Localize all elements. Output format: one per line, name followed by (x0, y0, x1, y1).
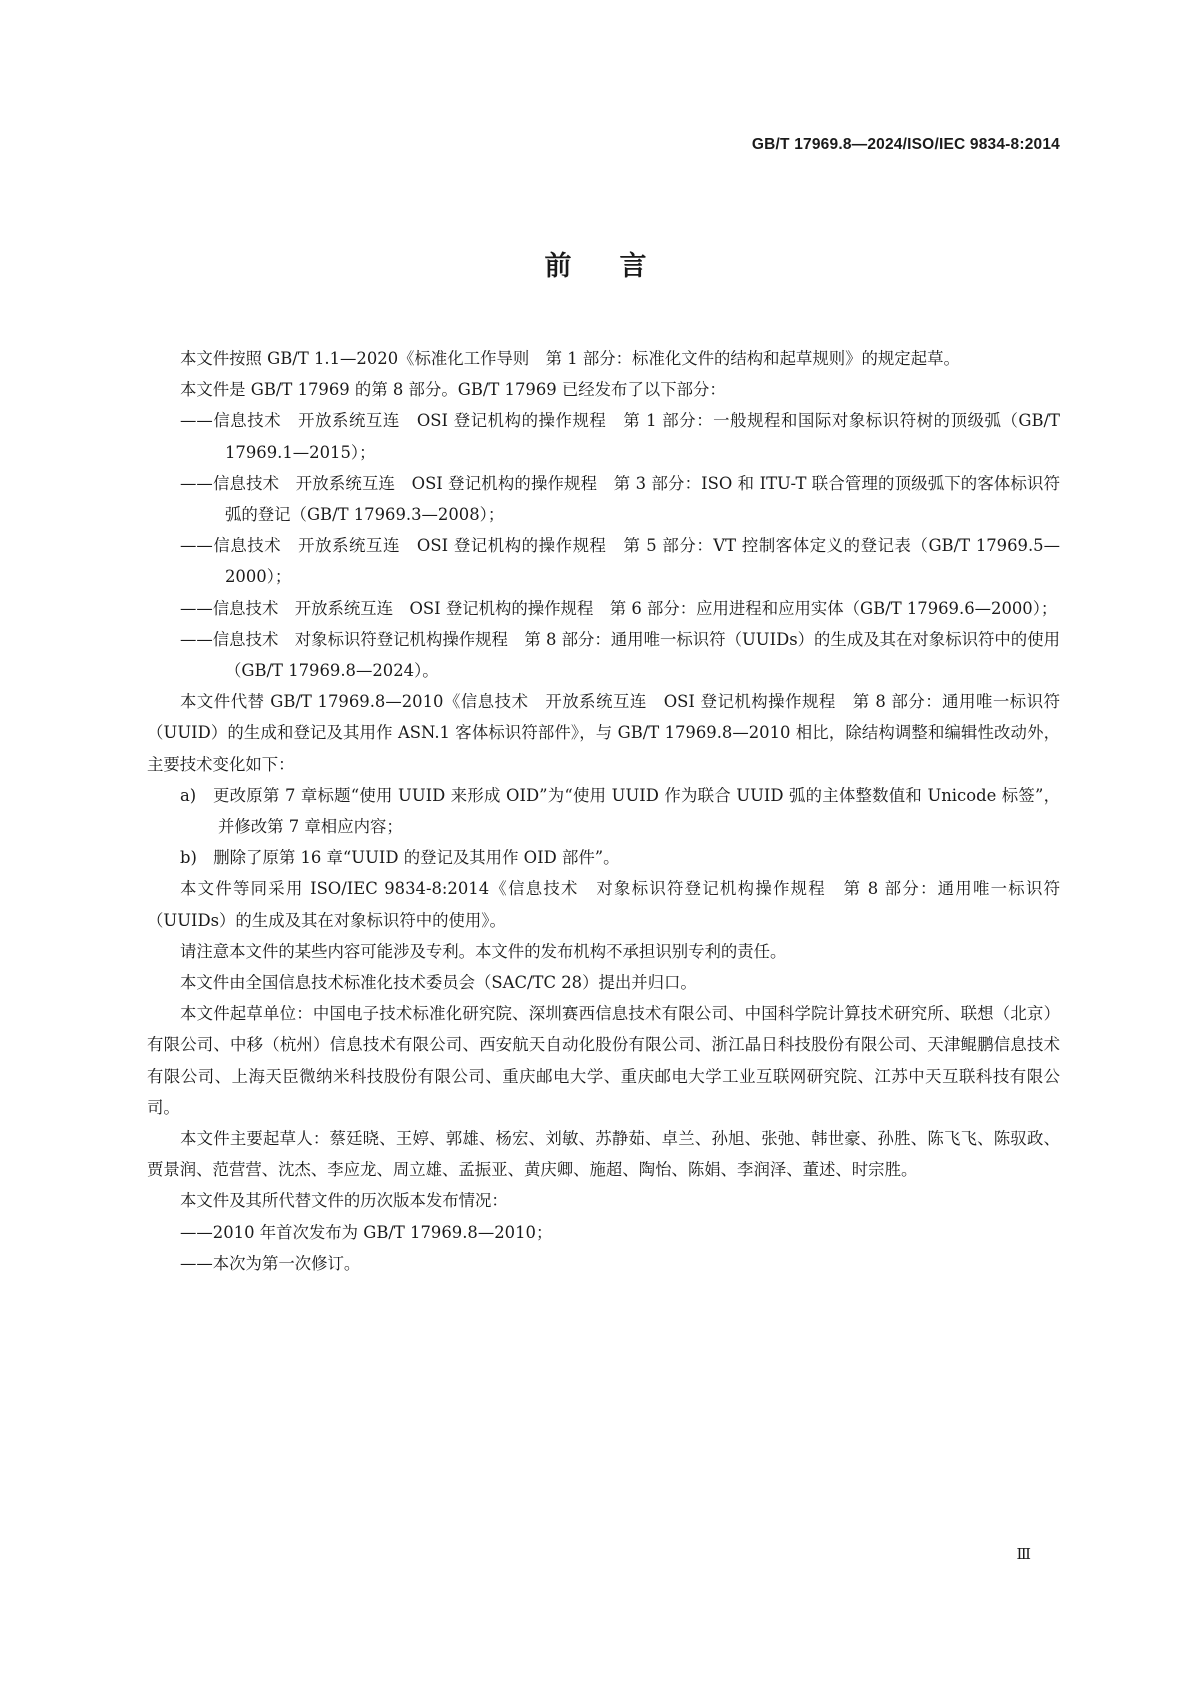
list-item: ——2010 年首次发布为 GB/T 17969.8—2010； (180, 1222, 553, 1242)
paragraph: 本文件及其所代替文件的历次版本发布情况： (180, 1191, 508, 1211)
paragraph: 本文件起草单位：中国电子技术标准化研究院、深圳赛西信息技术有限公司、中国科学院计算技术研究所、联想（北京）有限公司、中移（杭州）信息技术有限公司、西安航天自动化股份有限公司、浙江晶日科技股份有限公司、天津鲲鹏信息技术有限公司、上海天臣微纳米科技股份有限公司、重庆邮电大学、重庆邮电大学工业互联网研究院、江苏中天互联科技有限公司。 (147, 1004, 1060, 1117)
paragraph: 本文件代替 GB/T 17969.8—2010《信息技术 开放系统互连 OSI 登记机构操作规程 第 8 部分：通用唯一标识符（UUID）的生成和登记及其用作 ASN.1 客体标识符部件》，与 GB/T 17969.8—2010 相比，除结构调整和编辑性改动外，主要技术变化如下： (147, 692, 1060, 774)
paragraph: 本文件等同采用 ISO/IEC 9834-8:2014《信息技术 对象标识符登记机构操作规程 第 8 部分：通用唯一标识符（UUIDs）的生成及其在对象标识符中的使用》。 (147, 879, 1060, 930)
paragraph: 本文件由全国信息技术标准化技术委员会（SAC/TC 28）提出并归口。 (180, 973, 697, 993)
list-item: ——信息技术 对象标识符登记机构操作规程 第 8 部分：通用唯一标识符（UUIDs）的生成及其在对象标识符中的使用（GB/T 17969.8—2024）。 (180, 629, 1060, 681)
page-title: 前言 (544, 251, 695, 282)
list-item: ——信息技术 开放系统互连 OSI 登记机构的操作规程 第 5 部分：VT 控制客体定义的登记表（GB/T 17969.5—2000）； (180, 536, 1060, 587)
paragraph: 本文件是 GB/T 17969 的第 8 部分。GB/T 17969 已经发布了以下部分： (180, 380, 726, 400)
list-item: ——信息技术 开放系统互连 OSI 登记机构的操作规程 第 1 部分：一般规程和国际对象标识符树的顶级弧（GB/T 17969.1—2015）； (180, 411, 1060, 462)
list-item: ——信息技术 开放系统互连 OSI 登记机构的操作规程 第 6 部分：应用进程和应用实体（GB/T 17969.6—2000）； (180, 598, 1058, 618)
list-item: ——本次为第一次修订。 (180, 1253, 361, 1273)
change-item: a) 更改原第 7 章标题“使用 UUID 来形成 OID”为“使用 UUID 作为联合 UUID 弧的主体整数值和 Unicode 标签”，并修改第 7 章相应内容； (180, 785, 1060, 837)
paragraph: 本文件按照 GB/T 1.1—2020《标准化工作导则 第 1 部分：标准化文件的结构和起草规则》的规定起草。 (180, 349, 960, 368)
document-number: GB/T 17969.8—2024/ISO/IEC 9834-8:2014 (751, 136, 1060, 153)
change-item: b) 删除了原第 16 章“UUID 的登记及其用作 OID 部件”。 (180, 848, 620, 868)
document-body (147, 343, 1060, 1279)
list-item: ——信息技术 开放系统互连 OSI 登记机构的操作规程 第 3 部分：ISO 和 ITU-T 联合管理的顶级弧下的客体标识符弧的登记（GB/T 17969.3—2008）； (180, 473, 1060, 525)
paragraph: 本文件主要起草人：蔡廷晓、王婷、郭雄、杨宏、刘敏、苏静茹、卓兰、孙旭、张弛、韩世豪、孙胜、陈飞飞、陈驭政、贾景润、范营营、沈杰、李应龙、周立雄、孟振亚、黄庆卿、施超、陶怡、陈娟、李润泽、董述、时宗胜。 (147, 1129, 1060, 1180)
page-number: Ⅲ (1016, 1545, 1031, 1563)
paragraph: 请注意本文件的某些内容可能涉及专利。本文件的发布机构不承担识别专利的责任。 (180, 941, 787, 961)
